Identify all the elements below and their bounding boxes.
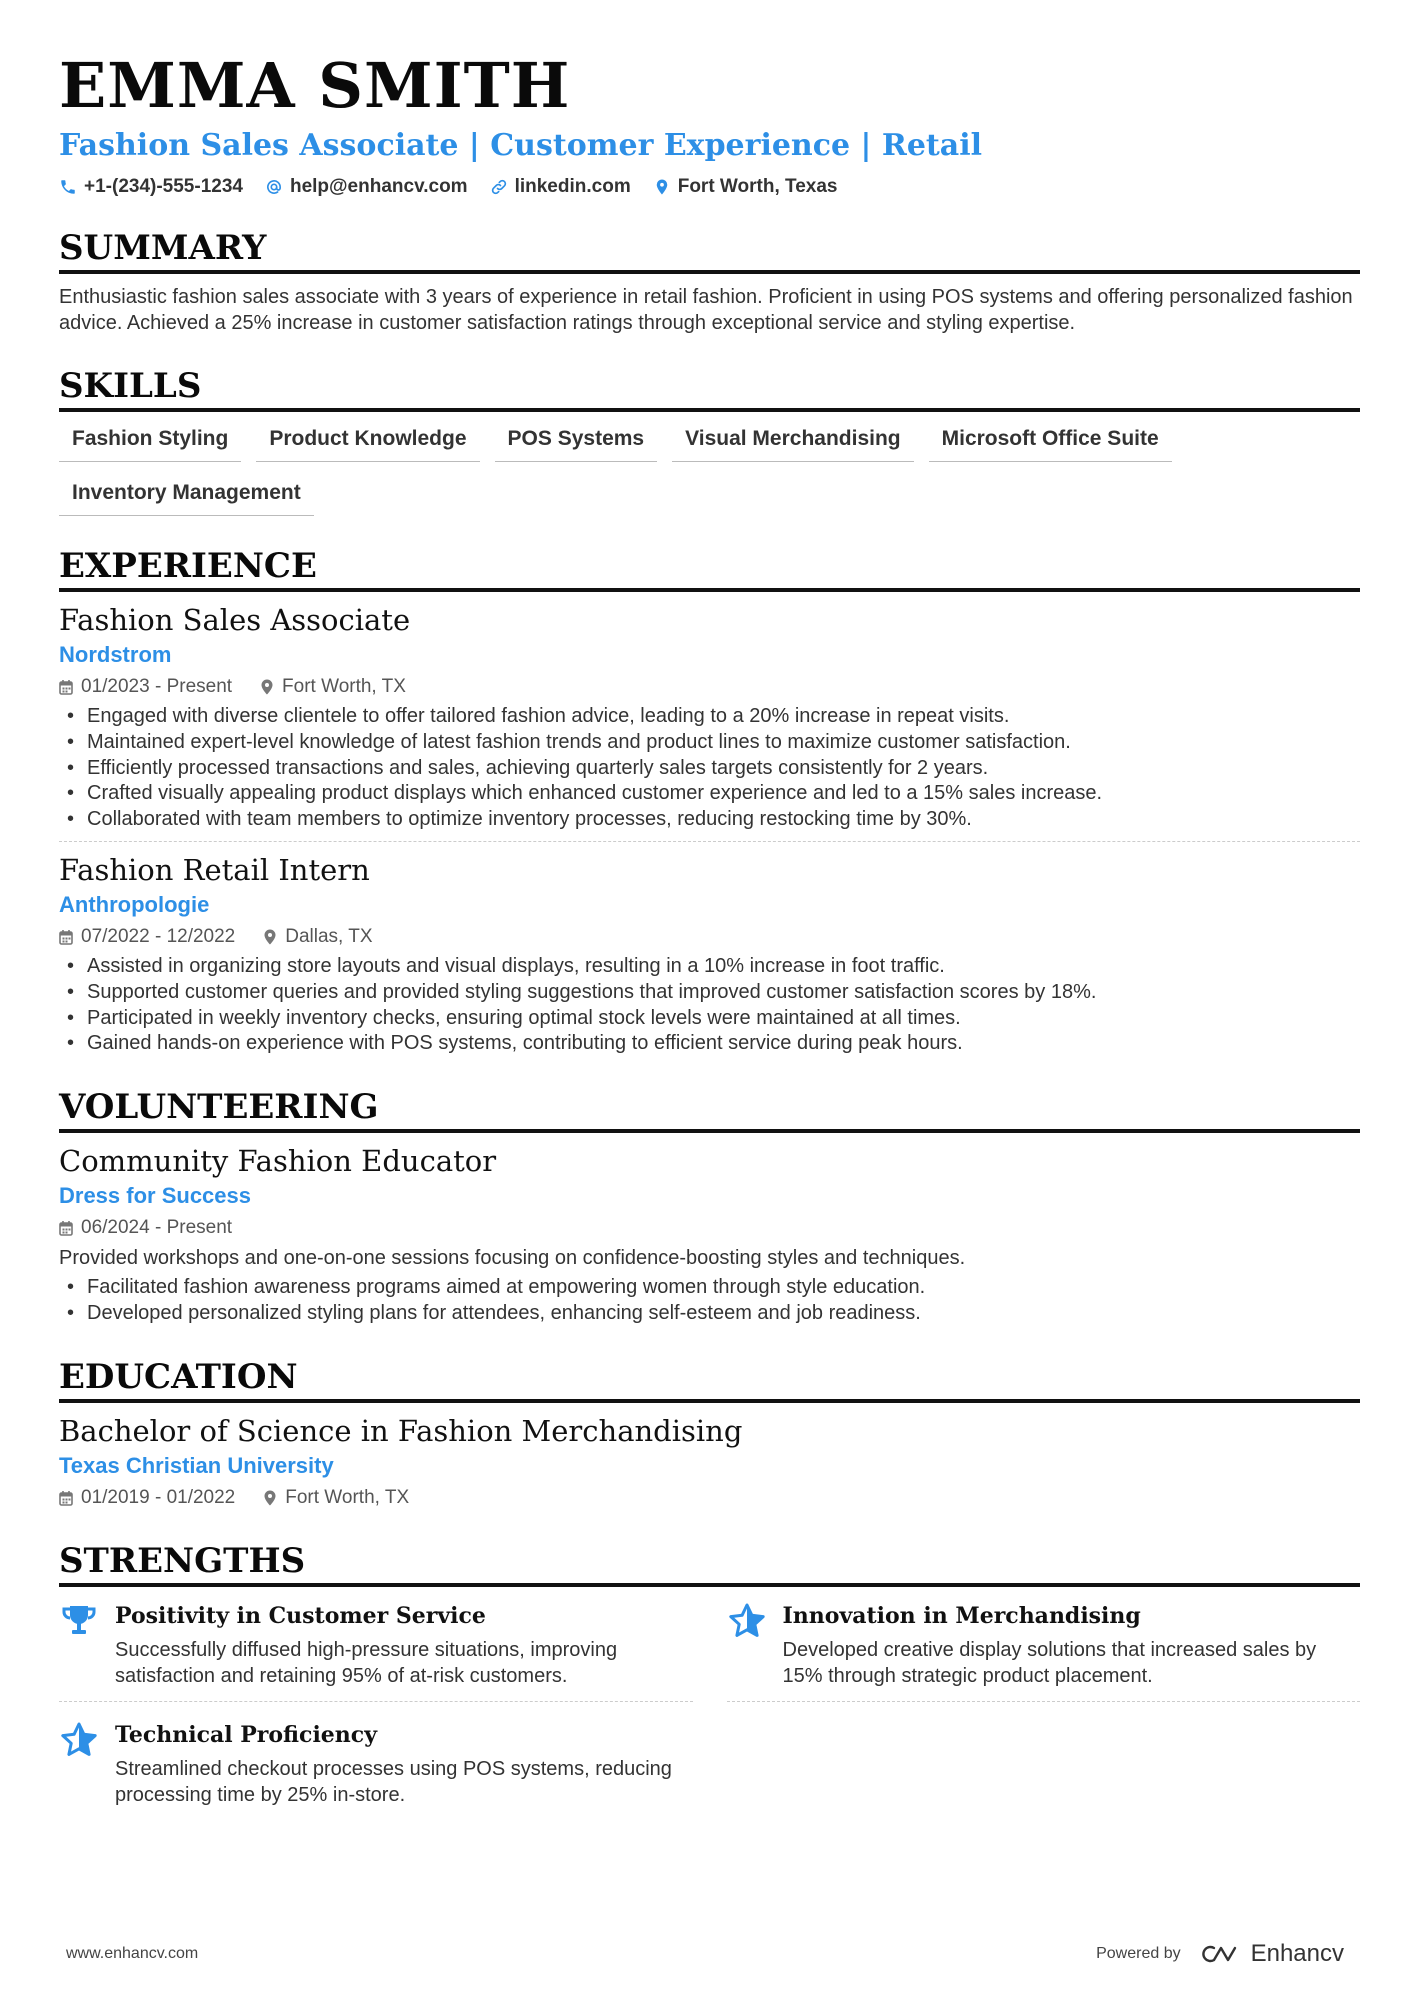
volunteer-role: Community Fashion Educator — [59, 1144, 497, 1179]
volunteering-section — [59, 1087, 1360, 1327]
page-footer — [66, 1940, 1344, 1968]
entry-meta — [59, 924, 1360, 950]
school-name: Texas Christian University — [59, 1452, 334, 1478]
strength-item — [59, 1720, 693, 1820]
contact-bar — [59, 176, 1360, 198]
strength-content — [115, 1601, 693, 1689]
achievement-item: • Maintained expert-level knowledge of latest fashion trends and product lines to maximize customer satisfaction. — [59, 730, 1360, 756]
entry-location — [260, 674, 406, 700]
map-pin-icon — [263, 929, 277, 945]
contact-email[interactable] — [265, 176, 468, 198]
phone-icon — [59, 178, 77, 196]
phone-text: +1-(234)-555-1234 — [84, 176, 243, 197]
entry-meta — [59, 1485, 1360, 1511]
contact-linkedin[interactable] — [490, 176, 631, 198]
degree-title: Bachelor of Science in Fashion Merchandising — [59, 1413, 743, 1448]
achievement-item: • Crafted visually appealing product displays which enhanced customer experience and led to a 15% sales increase. — [59, 781, 1360, 807]
skill-tag: Product Knowledge — [256, 426, 479, 462]
link-icon — [490, 178, 508, 196]
strength-title: Technical Proficiency — [115, 1721, 377, 1748]
dates-text: 01/2023 - Present — [81, 676, 233, 697]
summary-title: SUMMARY — [59, 228, 1360, 274]
at-icon — [265, 178, 283, 196]
achievement-item: • Developed personalized styling plans for attendees, enhancing self-esteem and job readiness. — [59, 1301, 1360, 1327]
footer-website[interactable]: www.enhancv.com — [66, 1945, 199, 1962]
strength-content — [115, 1720, 693, 1808]
entry-dates — [59, 1215, 232, 1241]
powered-by — [1096, 1940, 1344, 1968]
skill-tag: POS Systems — [495, 426, 658, 462]
company-name: Anthropologie — [59, 891, 210, 917]
experience-entry — [59, 841, 1360, 1057]
achievement-item: • Efficiently processed transactions and sales, achieving quarterly sales targets consistently for 2 years. — [59, 756, 1360, 782]
calendar-icon — [59, 929, 73, 945]
calendar-icon — [59, 1220, 73, 1236]
entry-dates — [59, 674, 232, 700]
location-text: Fort Worth, TX — [285, 1486, 410, 1508]
achievement-item: • Participated in weekly inventory checks, ensuring optimal stock levels were maintained at all times. — [59, 1006, 1360, 1032]
achievement-item: • Collaborated with team members to optimize inventory processes, reducing restocking time by 30%. — [59, 807, 1360, 833]
powered-by-label: Powered by — [1096, 1945, 1181, 1962]
dates-text: 07/2022 - 12/2022 — [81, 925, 236, 947]
entry-location — [263, 924, 372, 950]
achievement-list — [59, 954, 1360, 1057]
calendar-icon — [59, 679, 73, 695]
dates-text: 06/2024 - Present — [81, 1217, 233, 1239]
achievement-item: • Assisted in organizing store layouts and visual displays, resulting in a 10% increase in foot traffic. — [59, 954, 1360, 980]
location-text: Dallas, TX — [285, 925, 373, 947]
dates-text: 01/2019 - 01/2022 — [81, 1486, 236, 1508]
candidate-name: EMMA SMITH — [59, 49, 571, 122]
company-name: Nordstrom — [59, 642, 172, 667]
skills-list — [59, 426, 1360, 516]
entry-meta — [59, 674, 1360, 700]
skill-tag: Visual Merchandising — [672, 426, 914, 462]
location-text: Fort Worth, Texas — [677, 176, 838, 197]
map-pin-icon — [263, 1490, 277, 1506]
linkedin-text: linkedin.com — [514, 176, 631, 197]
achievement-item: • Engaged with diverse clientele to offer tailored fashion advice, leading to a 20% increase in repeat visits. — [59, 704, 1360, 730]
contact-phone[interactable] — [59, 176, 243, 198]
strengths-grid — [59, 1601, 1360, 1838]
resume-header — [59, 48, 1360, 198]
entry-meta — [59, 1215, 1360, 1241]
achievement-item: • Gained hands-on experience with POS systems, contributing to efficient service during peak hours. — [59, 1031, 1360, 1057]
entry-location — [263, 1485, 409, 1511]
strength-description: Successfully diffused high-pressure situations, improving satisfaction and retaining 95% of at-risk customers. — [115, 1638, 618, 1687]
summary-text: Enthusiastic fashion sales associate with 3 years of experience in retail fashion. Proficient in using POS systems and offering personalized fashion advice. Achieved a 25% increase in customer satisfaction ratings through exceptional service and styling expertise. — [59, 286, 1353, 334]
skill-tag: Inventory Management — [59, 480, 314, 516]
experience-section — [59, 546, 1360, 1057]
experience-entry — [59, 592, 1360, 833]
volunteering-title: VOLUNTEERING — [59, 1087, 1360, 1133]
skill-tag: Fashion Styling — [59, 426, 241, 462]
strength-content — [783, 1601, 1361, 1689]
calendar-icon — [59, 1490, 73, 1506]
location-text: Fort Worth, TX — [282, 676, 406, 697]
strengths-section — [59, 1541, 1360, 1838]
email-text: help@enhancv.com — [289, 176, 468, 197]
star-icon — [59, 1720, 99, 1760]
education-section — [59, 1357, 1360, 1511]
skills-title: SKILLS — [59, 366, 1360, 412]
volunteer-description: Provided workshops and one-on-one sessions focusing on confidence-boosting styles and techniques. — [59, 1247, 966, 1270]
entry-dates — [59, 924, 235, 950]
job-title: Fashion Sales Associate — [59, 603, 411, 637]
education-title: EDUCATION — [59, 1357, 1360, 1403]
map-pin-icon — [260, 679, 274, 695]
education-entry — [59, 1403, 1360, 1511]
skill-tag: Microsoft Office Suite — [929, 426, 1172, 462]
strength-title: Positivity in Customer Service — [115, 1602, 486, 1629]
experience-title: EXPERIENCE — [59, 546, 1360, 592]
resume-page — [59, 48, 1360, 1838]
candidate-headline: Fashion Sales Associate | Customer Experience | Retail — [59, 128, 982, 163]
trophy-icon — [59, 1601, 99, 1641]
achievement-list — [59, 1275, 1360, 1327]
strength-description: Developed creative display solutions that increased sales by 15% through strategic product placement. — [782, 1638, 1317, 1687]
strength-item — [727, 1601, 1361, 1702]
star-icon — [727, 1601, 767, 1641]
enhancv-logo-icon — [1199, 1943, 1243, 1965]
strengths-title: STRENGTHS — [59, 1541, 1360, 1587]
job-title: Fashion Retail Intern — [59, 852, 370, 887]
summary-section — [59, 228, 1360, 336]
contact-location — [653, 176, 838, 198]
achievement-item: • Supported customer queries and provided styling suggestions that improved customer satisfaction scores by 18%. — [59, 980, 1360, 1006]
brand-name: Enhancv — [1250, 1940, 1344, 1967]
map-pin-icon — [653, 178, 671, 196]
strength-item — [59, 1601, 693, 1702]
strength-title: Innovation in Merchandising — [782, 1602, 1141, 1629]
skills-section — [59, 366, 1360, 516]
achievement-item: • Facilitated fashion awareness programs aimed at empowering women through style education. — [59, 1275, 1360, 1301]
entry-dates — [59, 1485, 235, 1511]
brand-logo[interactable] — [1199, 1940, 1344, 1968]
volunteer-org: Dress for Success — [59, 1183, 251, 1209]
achievement-list — [59, 704, 1360, 833]
strength-description: Streamlined checkout processes using POS systems, reducing processing time by 25% in-store. — [115, 1757, 672, 1806]
volunteering-entry — [59, 1133, 1360, 1327]
